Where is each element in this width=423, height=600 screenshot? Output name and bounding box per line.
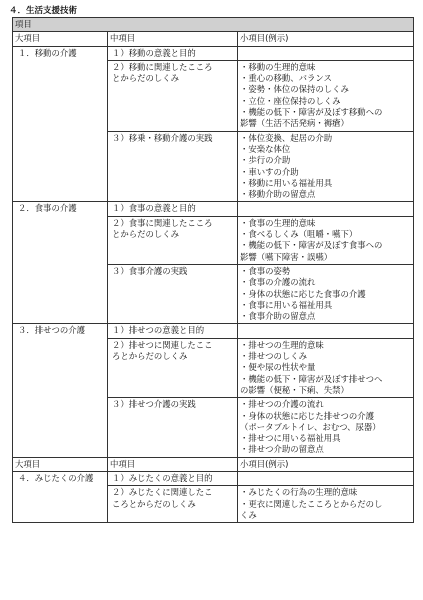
column-header-items: 小項目(例示) (238, 457, 414, 471)
major-item: ２．食事の介護 (13, 202, 108, 324)
column-header-middle: 中項目 (108, 32, 238, 46)
header-band-row (13, 18, 414, 32)
repeat-header-row (13, 457, 414, 471)
example-items: ・移動の生理的意味 ・重心の移動、バランス ・姿勢・体位の保持のしくみ ・立位・座位保持のしくみ ・機能の低下・障害が及ぼす移動への 影響（生活不活発病・褥瘡） (238, 60, 414, 131)
major-item: １．移動の介護 (13, 46, 108, 202)
example-items (238, 46, 414, 60)
column-header-middle: 中項目 (108, 457, 238, 471)
middle-item: ２）排せつに関連したここ ろとからだのしくみ (108, 338, 238, 397)
middle-item: ３）食事介護の実践 (108, 264, 238, 323)
middle-item: ２）食事に関連したこころ とからだのしくみ (108, 216, 238, 264)
example-items: ・排せつの介護の流れ ・身体の状態に応じた排せつの介護 （ポータブルトイレ、おむつ、尿器） ・排せつに用いる福祉用具 ・排せつ介助の留意点 (238, 398, 414, 457)
column-header-row (13, 32, 414, 46)
middle-item: ３）排せつ介護の実践 (108, 398, 238, 457)
column-header-major: 大項目 (13, 32, 108, 46)
example-items (238, 202, 414, 216)
example-items: ・体位変換、起居の介助 ・安楽な体位 ・歩行の介助 ・車いすの介助 ・移動に用いる福祉用具 ・移動介助の留意点 (238, 131, 414, 202)
major-item: ３．排せつの介護 (13, 324, 108, 457)
column-header-major: 大項目 (13, 457, 108, 471)
table-row (13, 324, 414, 338)
example-items: ・排せつの生理的意味 ・排せつのしくみ ・便や尿の性状や量 ・機能の低下・障害が及ぼす排せつへ の影響（便秘・下痢、失禁） (238, 338, 414, 397)
column-header-items: 小項目(例示) (238, 32, 414, 46)
example-items (238, 471, 414, 485)
example-items: ・食事の姿勢 ・食事の介護の流れ ・身体の状態に応じた食事の介護 ・食事に用いる福祉用具 ・食事介助の留意点 (238, 264, 414, 323)
table-row (13, 471, 414, 485)
middle-item: １）排せつの意義と目的 (108, 324, 238, 338)
middle-item: １）みじたくの意義と目的 (108, 471, 238, 485)
major-item: ４．みじたくの介護 (13, 471, 108, 522)
middle-item: ２）移動に関連したこころ とからだのしくみ (108, 60, 238, 131)
table-row (13, 46, 414, 60)
example-items: ・みじたくの行為の生理的意味 ・更衣に関連したこころとからだのし くみ (238, 486, 414, 523)
table-row (13, 202, 414, 216)
middle-item: １）食事の意義と目的 (108, 202, 238, 216)
middle-item: ２）みじたくに関連したこ ころとからだのしくみ (108, 486, 238, 523)
care-skills-table (12, 17, 414, 523)
section-heading: ４．生活支援技術 (9, 6, 78, 16)
middle-item: ３）移乗・移動介護の実践 (108, 131, 238, 202)
middle-item: １）移動の意義と目的 (108, 46, 238, 60)
example-items (238, 324, 414, 338)
header-band: 項目 (13, 18, 414, 32)
example-items: ・食事の生理的意味 ・食べるしくみ（咀嚼・嚥下） ・機能の低下・障害が及ぼす食事への 影響（嚥下障害・誤嚥） (238, 216, 414, 264)
